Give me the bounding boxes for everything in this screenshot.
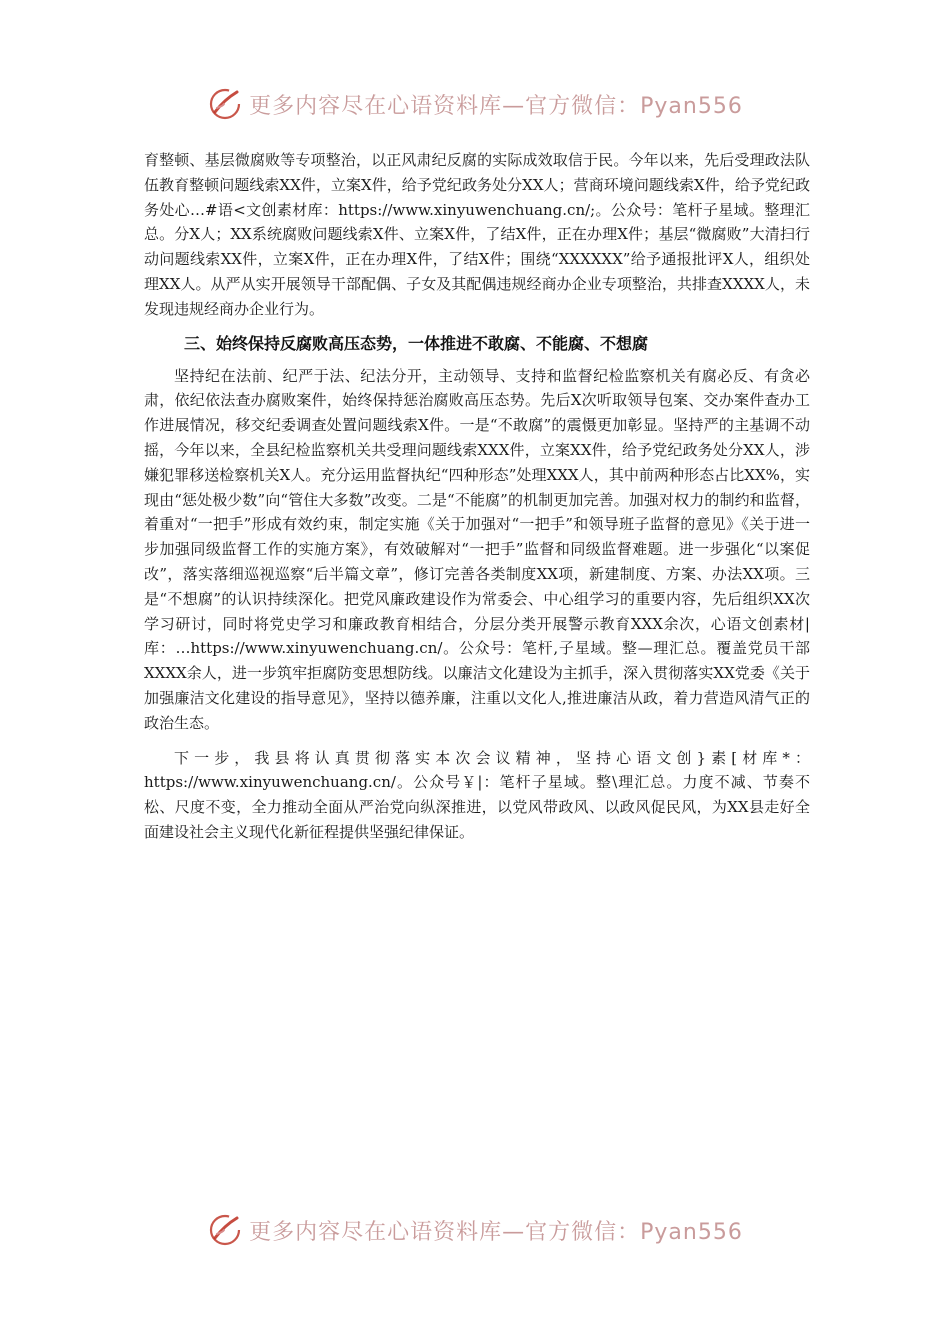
footer-watermark	[0, 1210, 950, 1250]
brush-logo-icon	[207, 1212, 243, 1248]
paragraph-1: 育整顿、基层微腐败等专项整治，以正风肃纪反腐的实际成效取信于民。今年以来，先后受理政法队伍教育整顿问题线索XX件，立案X件，给予党纪政务处分XX人；营商环境问题线索X件，给予党纪政务处心…#语<文创素材库：https://www.xinyuwenchuang.cn/;。公众号：笔杆子星域。整理汇总。分X人；XX系统腐败问题线索X件、立案X件，了结X件，正在办理X件；基层“微腐败”大清扫行动问题线索XX件，立案X件，正在办理X件，了结X件；围绕“XXXXXX”给予通报批评X人，组织处理XX人。从严从实开展领导干部配偶、子女及其配偶违规经商办企业专项整治，共排查XXXX人，未发现违规经商办企业行为。	[144, 151, 810, 318]
paragraph-2: 坚持纪在法前、纪严于法、纪法分开，主动领导、支持和监督纪检监察机关有腐必反、有贪必肃，依纪依法查办腐败案件，始终保持惩治腐败高压态势。先后X次听取领导包案、交办案件查办工作进展情况，移交纪委调查处置问题线索X件。一是“不敢腐”的震慑更加彰显。坚持严的主基调不动摇，今年以来，全县纪检监察机关共受理问题线索XXX件，立案XX件，给予党纪政务处分XX人，涉嫌犯罪移送检察机关X人。充分运用监督执纪“四种形态”处理XXX人，其中前两种形态占比XX%，实现由“惩处极少数”向“管住大多数”改变。二是“不能腐”的机制更加完善。加强对权力的制约和监督，着重对“一把手”形成有效约束，制定实施《关于加强对“一把手”和领导班子监督的意见》《关于进一步加强同级监督工作的实施方案》，有效破解对“一把手”监督和同级监督难题。进一步强化“以案促改”，落实落细巡视巡察“后半篇文章”，修订完善各类制度XX项，新建制度、方案、办法XX项。三是“不想腐”的认识持续深化。把党风廉政建设作为常委会、中心组学习的重要内容，先后组织XX次学习研讨，同时将党史学习和廉政教育相结合，分层分类开展警示教育XXX余次，心语文创素材|库：…https://www.xinyuwenchuang.cn/。公众号：笔杆,子星域。整—理汇总。覆盖党员干部XXXX余人，进一步筑牢拒腐防变思想防线。以廉洁文化建设为主抓手，深入贯彻落实XX党委《关于加强廉洁文化建设的指导意见》，坚持以德养廉，注重以文化人,推进廉洁从政，着力营造风清气正的政治生态。	[144, 366, 810, 732]
watermark-text: 更多内容尽在心语资料库—官方微信：Pyan556	[249, 93, 743, 119]
watermark-text: 更多内容尽在心语资料库—官方微信：Pyan556	[249, 1219, 743, 1245]
brush-logo-icon	[207, 86, 243, 122]
document-body	[144, 148, 810, 845]
paragraph-gap	[144, 736, 810, 746]
section-heading-3: 三、始终保持反腐败高压态势，一体推进不敢腐、不能腐、不想腐	[184, 333, 649, 353]
paragraph-3: 下一步，我县将认真贯彻落实本次会议精神，坚持心语文创}素[材库*：https://www.xinyuwenchuang.cn/。公众号￥|：笔杆子星域。整\理汇总。力度不减、节奏不松、尺度不变，全力推动全面从严治党向纵深推进，以党风带政风、以政风促民风，为XX县走好全面建设社会主义现代化新征程提供坚强纪律保证。	[144, 748, 810, 841]
header-watermark	[0, 84, 950, 124]
